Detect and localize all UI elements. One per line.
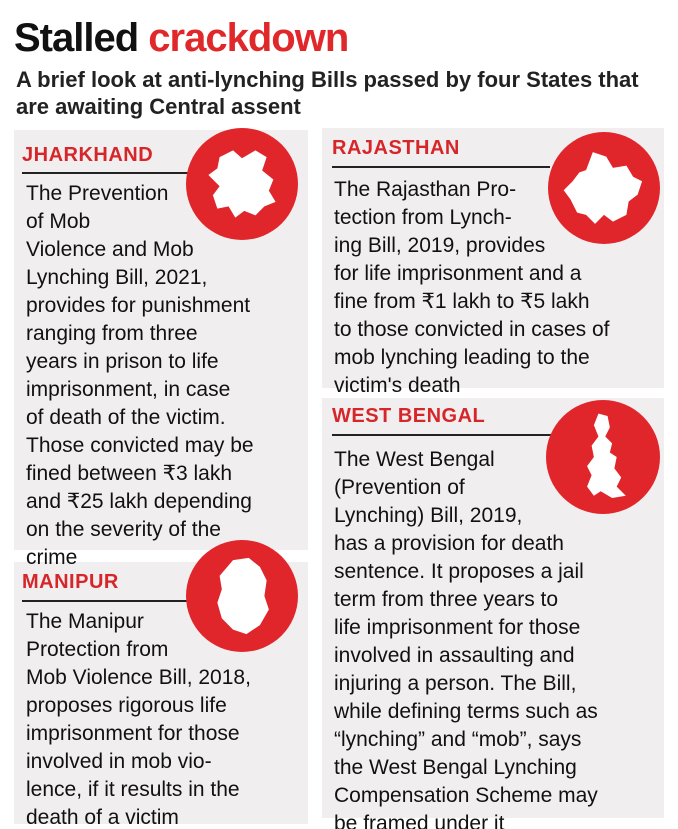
text-line: lence, if it results in the bbox=[26, 778, 240, 801]
text-line: Those convicted may be bbox=[26, 434, 254, 457]
manipur-divider bbox=[22, 600, 192, 602]
text-line: The Prevention bbox=[26, 182, 169, 205]
text-line: The Rajasthan Pro- bbox=[334, 178, 517, 201]
west-bengal-text bbox=[334, 446, 660, 829]
text-line: Compensation Scheme may bbox=[334, 784, 598, 807]
text-line: Lynching) Bill, 2019, bbox=[334, 504, 523, 527]
text-line: provides for punishment bbox=[26, 294, 251, 317]
text-line: The Manipur bbox=[26, 610, 144, 633]
text-line: life imprisonment for those bbox=[334, 616, 581, 639]
text-line: and ₹25 lakh depending bbox=[26, 490, 252, 513]
text-line: tection from Lynch- bbox=[334, 206, 512, 229]
text-line: Mob Violence Bill, 2018, bbox=[26, 666, 251, 689]
text-line: imprisonment, in case bbox=[26, 378, 231, 401]
text-line: death of a victim bbox=[26, 806, 179, 829]
text-line: Violence and Mob bbox=[26, 238, 194, 261]
rajasthan-text bbox=[334, 176, 660, 400]
text-line: injuring a person. The Bill, bbox=[334, 672, 577, 695]
text-line: Protection from bbox=[26, 638, 169, 661]
text-line: sentence. It proposes a jail bbox=[334, 560, 584, 583]
text-line: “lynching” and “mob”, says bbox=[334, 728, 582, 751]
text-line: on the severity of the bbox=[26, 518, 221, 541]
west-bengal-divider bbox=[332, 434, 554, 436]
headline-main: Stalled bbox=[14, 16, 139, 60]
text-line: of Mob bbox=[26, 210, 91, 233]
jharkhand-text bbox=[26, 180, 301, 572]
headline-accent: crackdown bbox=[148, 16, 349, 60]
text-line: has a provision for death bbox=[334, 532, 564, 555]
text-line: involved in mob vio- bbox=[26, 750, 212, 773]
text-line: mob lynching leading to the bbox=[334, 346, 590, 369]
text-line: proposes rigorous life bbox=[26, 694, 227, 717]
text-line: the West Bengal Lynching bbox=[334, 756, 577, 779]
rajasthan-divider bbox=[332, 166, 550, 168]
text-line: crime bbox=[26, 546, 78, 569]
text-line: be framed under it bbox=[334, 812, 505, 829]
subtitle: A brief look at anti-lynching Bills passed by four States that are awaiting Central assent bbox=[16, 67, 639, 119]
text-line: to those convicted in cases of bbox=[334, 318, 610, 341]
text-line: (Prevention of bbox=[334, 476, 465, 499]
text-line: involved in assaulting and bbox=[334, 644, 575, 667]
text-line: while defining terms such as bbox=[334, 700, 598, 723]
text-line: imprisonment for those bbox=[26, 722, 240, 745]
manipur-text bbox=[26, 608, 306, 829]
text-line: of death of the victim. bbox=[26, 406, 226, 429]
text-line: The West Bengal bbox=[334, 448, 495, 471]
text-line: for life imprisonment and a bbox=[334, 262, 582, 285]
text-line: years in prison to life bbox=[26, 350, 219, 373]
text-line: term from three years to bbox=[334, 588, 559, 611]
headline bbox=[14, 16, 348, 60]
west-bengal-heading: WEST BENGAL bbox=[332, 405, 486, 427]
manipur-heading: MANIPUR bbox=[22, 571, 119, 593]
text-line: fined between ₹3 lakh bbox=[26, 462, 233, 485]
text-line: ing Bill, 2019, provides bbox=[334, 234, 546, 257]
jharkhand-heading: JHARKHAND bbox=[22, 144, 154, 166]
rajasthan-heading: RAJASTHAN bbox=[332, 137, 460, 159]
text-line: Lynching Bill, 2021, bbox=[26, 266, 208, 289]
text-line: victim's death bbox=[334, 374, 461, 397]
text-line: ranging from three bbox=[26, 322, 198, 345]
text-line: fine from ₹1 lakh to ₹5 lakh bbox=[334, 290, 590, 313]
jharkhand-divider bbox=[22, 172, 194, 174]
